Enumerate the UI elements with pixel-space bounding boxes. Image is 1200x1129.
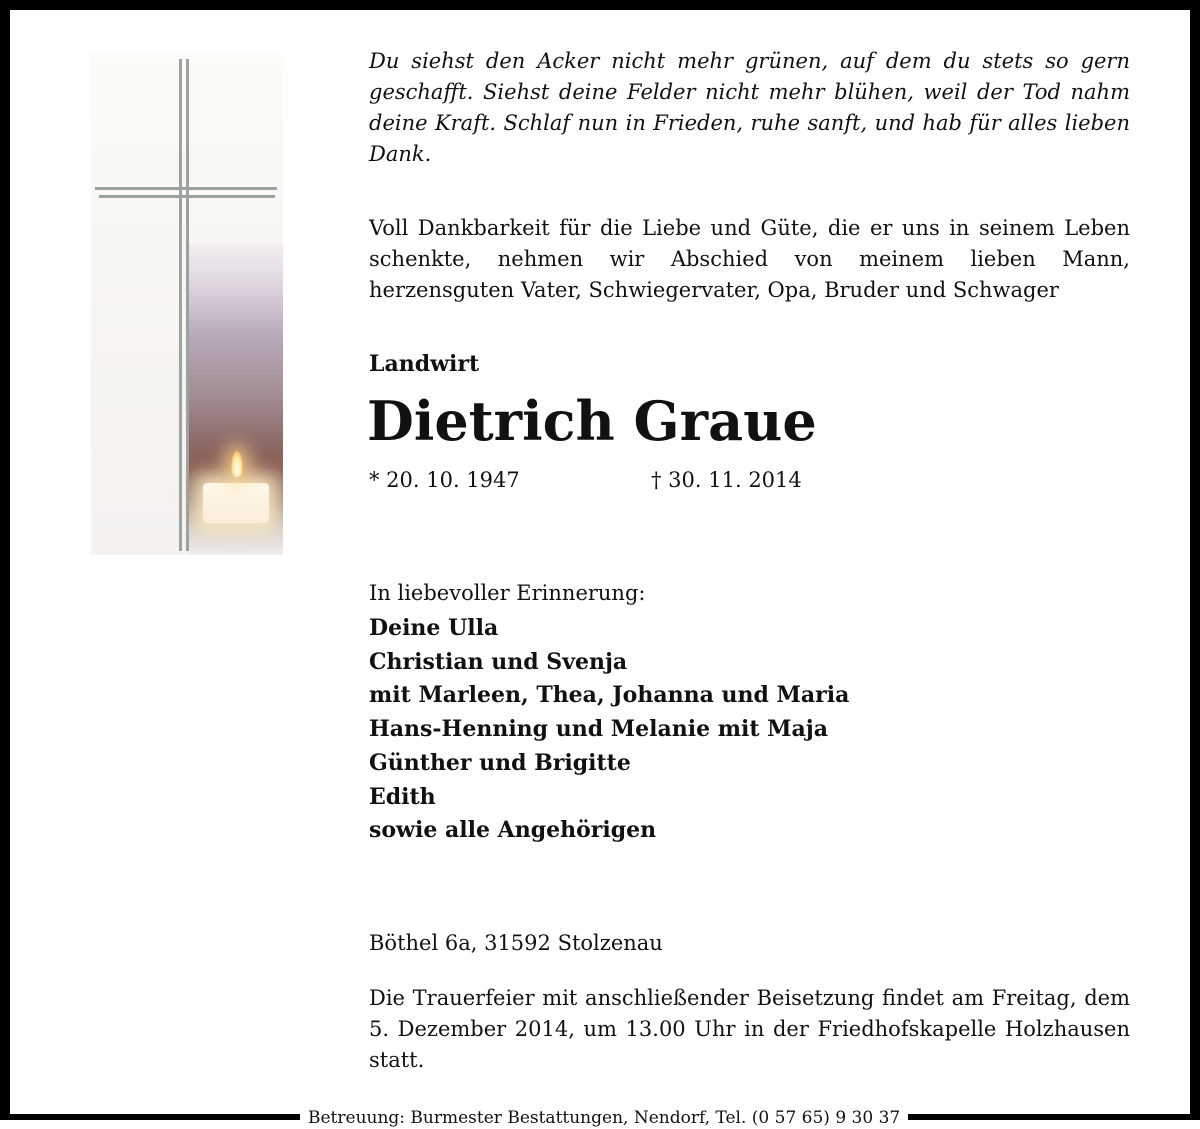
mourner-entry: Hans-Henning und Melanie mit Maja [369,716,829,743]
cross-vertical-bar [179,59,182,551]
mourner-entry: Edith [369,783,436,810]
mourner-entry: sowie alle Angehörigen [369,817,657,844]
frame-left-border [0,0,10,1116]
mourner-entry: mit Marleen, Thea, Johanna und Maria [369,682,850,709]
mourner-entry: Günther und Brigitte [369,749,631,776]
deceased-name: Dietrich Graue [367,389,817,453]
poem-text: Du siehst den Acker nicht mehr grünen, auf dem du stets so gern geschafft. Siehst deine Felder nicht mehr blühen, weil der Tod nahm deine Kraft. Schlaf nun in Frieden, ruhe sanft, und hab für alles lieben Dank. [369,49,1130,166]
cross-vertical-bar [186,59,189,551]
intro-text: Voll Dankbarkeit für die Liebe und Güte, die er uns in seinem Leben schenkte, nehmen wir Abschied von meinem lieben Mann, herzensguten Vater, Schwiegervater, Opa, Bruder und Schwager [369,216,1130,302]
cross-horizontal-bar [99,195,275,198]
mourner-entry: Deine Ulla [369,615,499,641]
birth-date: * 20. 10. 1947 [369,468,520,492]
deceased-occupation: Landwirt [369,351,480,377]
remembrance-heading: In liebevoller Erinnerung: [369,581,646,605]
undertaker-footer: Betreuung: Burmester Bestattungen, Nendorf, Tel. (0 57 65) 9 30 37 [300,1108,908,1129]
candle-flame-icon [231,451,243,477]
mourner-entry: Christian und Svenja [369,648,628,675]
cross-horizontal-bar [95,187,277,190]
frame-top-border [0,0,1200,10]
candle-icon [203,483,269,523]
funeral-service-notice: Die Trauerfeier mit anschließender Beisetzung findet am Freitag, dem 5. Dezember 2014, um 13.00 Uhr in der Friedhofskapelle Holzhausen statt. [369,986,1130,1072]
frame-right-border [1190,0,1200,1116]
death-date: † 30. 11. 2014 [651,468,802,492]
mourners-list [369,612,849,848]
memorial-picture [91,53,283,555]
family-address: Böthel 6a, 31592 Stolzenau [369,931,663,955]
